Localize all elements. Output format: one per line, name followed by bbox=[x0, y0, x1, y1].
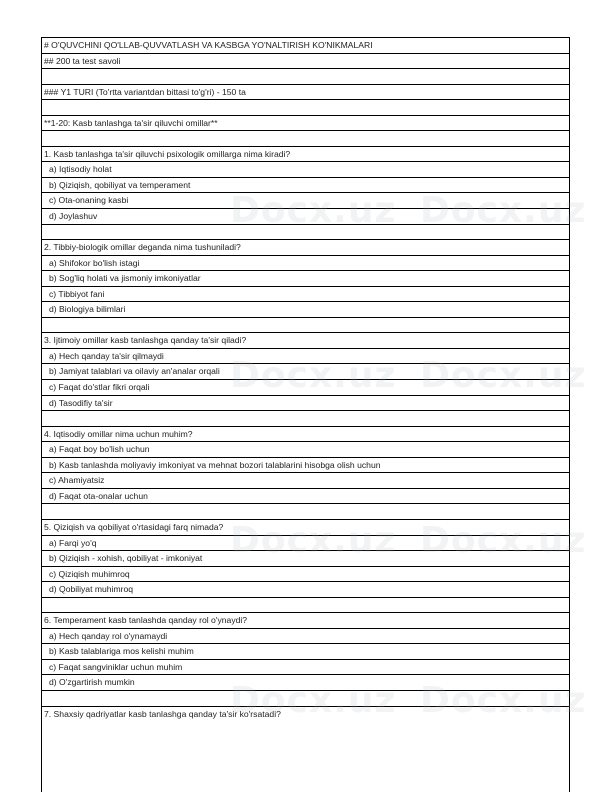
blank-row bbox=[42, 597, 569, 613]
option-row: b) Kasb talablariga mos kelishi muhim bbox=[42, 643, 569, 659]
blank-row bbox=[42, 130, 569, 146]
option-row: b) Qiziqish, qobiliyat va temperament bbox=[42, 177, 569, 193]
heading-row: **1-20: Kasb tanlashga ta'sir qiluvchi omillar** bbox=[42, 115, 569, 131]
blank-row bbox=[42, 68, 569, 84]
watermark-text: Docx.uz bbox=[230, 520, 397, 561]
watermark-text: Docx.uz bbox=[420, 355, 587, 396]
watermark-text: Docx.uz bbox=[420, 520, 587, 561]
watermark-text: Docx.uz bbox=[420, 680, 587, 721]
option-row: a) Farqi yo'q bbox=[42, 535, 569, 551]
option-row: d) Biologiya bilimlari bbox=[42, 301, 569, 317]
option-row: c) Tibbiyot fani bbox=[42, 286, 569, 302]
question-row: 6. Temperament kasb tanlashda qanday rol o'ynaydi? bbox=[42, 612, 569, 628]
option-row: b) Sog'liq holati va jismoniy imkoniyatlar bbox=[42, 270, 569, 286]
option-row: c) Ahamiyatsiz bbox=[42, 472, 569, 488]
question-row: 4. Iqtisodiy omillar nima uchun muhim? bbox=[42, 426, 569, 442]
option-row: d) Qobiliyat muhimroq bbox=[42, 581, 569, 597]
question-row: 3. Ijtimoiy omillar kasb tanlashga qanday ta'sir qiladi? bbox=[42, 332, 569, 348]
heading-row: ### Y1 TURI (To'rtta variantdan bittasi to'g'ri) - 150 ta bbox=[42, 84, 569, 100]
option-row: a) Hech qanday rol o'ynamaydi bbox=[42, 628, 569, 644]
heading-row: ## 200 ta test savoli bbox=[42, 53, 569, 69]
heading-row: # O'QUVCHINI QO'LLAB-QUVVATLASH VA KASBGA YO'NALTIRISH KO'NIKMALARI bbox=[42, 37, 569, 53]
blank-row bbox=[42, 99, 569, 115]
option-row: c) Ota-onaning kasbi bbox=[42, 192, 569, 208]
question-row: 1. Kasb tanlashga ta'sir qiluvchi psixologik omillarga nima kiradi? bbox=[42, 146, 569, 162]
option-row: d) Joylashuv bbox=[42, 208, 569, 224]
question-row: 5. Qiziqish va qobiliyat o'rtasidagi farq nimada? bbox=[42, 519, 569, 535]
option-row: d) Faqat ota-onalar uchun bbox=[42, 488, 569, 504]
option-row: b) Qiziqish - xohish, qobiliyat - imkoniyat bbox=[42, 550, 569, 566]
watermark-text: Docx.uz bbox=[230, 190, 397, 231]
blank-row bbox=[42, 224, 569, 240]
option-row: a) Hech qanday ta'sir qilmaydi bbox=[42, 348, 569, 364]
option-row: a) Iqtisodiy holat bbox=[42, 161, 569, 177]
option-row: a) Faqat boy bo'lish uchun bbox=[42, 441, 569, 457]
option-row: c) Qiziqish muhimroq bbox=[42, 566, 569, 582]
watermark-text: Docx.uz bbox=[420, 190, 587, 231]
watermark-text: Docx.uz bbox=[230, 355, 397, 396]
blank-row bbox=[42, 690, 569, 706]
option-row: c) Faqat do'stlar fikri orqali bbox=[42, 379, 569, 395]
option-row: d) O'zgartirish mumkin bbox=[42, 674, 569, 690]
question-row: 7. Shaxsiy qadriyatlar kasb tanlashga qanday ta'sir ko'rsatadi? bbox=[42, 706, 569, 722]
blank-row bbox=[42, 317, 569, 333]
test-table bbox=[41, 37, 570, 792]
option-row: b) Kasb tanlashda moliyaviy imkoniyat va mehnat bozori talablarini hisobga olish uchun bbox=[42, 457, 569, 473]
option-row: b) Jamiyat talablari va oilaviy an'analar orqali bbox=[42, 363, 569, 379]
blank-row bbox=[42, 410, 569, 426]
option-row: c) Faqat sangviniklar uchun muhim bbox=[42, 659, 569, 675]
watermark-text: Docx.uz bbox=[230, 680, 397, 721]
option-row: a) Shifokor bo'lish istagi bbox=[42, 255, 569, 271]
blank-row bbox=[42, 503, 569, 519]
option-row: d) Tasodifiy ta'sir bbox=[42, 395, 569, 411]
question-row: 2. Tibbiy-biologik omillar deganda nima tushuniladi? bbox=[42, 239, 569, 255]
